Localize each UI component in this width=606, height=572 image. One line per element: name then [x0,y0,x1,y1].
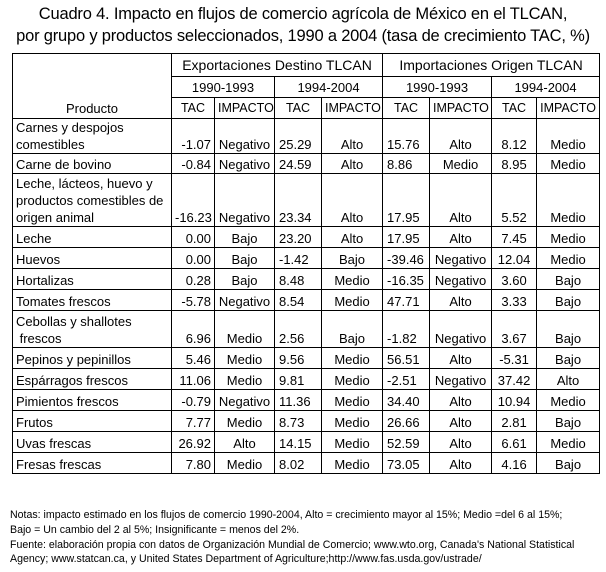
exp-1994-impacto-cell: Alto [322,227,383,248]
imp-1994-tac-cell: 4.16 [492,453,537,474]
imp-1990-impacto-cell: Alto [430,227,492,248]
tac-header: TAC [275,98,322,119]
table-row [13,411,600,432]
imp-1990-tac-cell: 73.05 [383,453,430,474]
exp-1990-impacto-cell: Medio [215,411,275,432]
imports-group-header: Importaciones Origen TLCAN [383,54,600,77]
exports-group-header: Exportaciones Destino TLCAN [172,54,383,77]
table-row [13,453,600,474]
exp-1990-tac-cell: -16.23 [172,174,215,227]
table-row [13,432,600,453]
exp-1994-tac-cell: 8.48 [275,269,322,290]
exp-1990-tac-cell: -5.78 [172,290,215,311]
impacto-header: IMPACTO [430,98,492,119]
imp-1990-impacto-cell: Alto [430,348,492,369]
product-name-line: Leche, lácteos, huevo y [16,176,153,191]
table-title [0,0,606,47]
source-line-2: Agency; www.statcan.ca, y United States Department of Agriculture;http://www.fas.usda.gov/ustrade/ [10,553,482,566]
exp-1990-tac-cell: -0.84 [172,154,215,174]
exp-1990-impacto-cell: Medio [215,369,275,390]
exp-1990-impacto-cell: Negativo [215,119,275,154]
exports-period-1994-2004: 1994-2004 [275,77,383,98]
notes-line-2: Bajo = Un cambio del 2 al 5%; Insignificante = menos del 2%. [10,523,300,536]
tac-header: TAC [172,98,215,119]
table-row [13,369,600,390]
imp-1994-tac-cell: 7.45 [492,227,537,248]
exp-1994-tac-cell: 2.56 [275,311,322,348]
imports-period-1990-1993: 1990-1993 [383,77,492,98]
product-name-line: Hortalizas [16,273,74,288]
exp-1990-impacto-cell: Negativo [215,290,275,311]
product-cell [13,311,172,348]
exp-1990-tac-cell: 7.77 [172,411,215,432]
table-row [13,311,600,348]
table-row [13,348,600,369]
exp-1994-tac-cell: 8.73 [275,411,322,432]
imp-1990-tac-cell: 52.59 [383,432,430,453]
imp-1994-impacto-cell: Alto [537,369,600,390]
exp-1990-impacto-cell: Bajo [215,248,275,269]
source-line-1: Fuente: elaboración propia con datos de Organización Mundial de Comercio; www.wto.org, Canada's National Statistical [10,538,575,551]
imports-period-1994-2004: 1994-2004 [492,77,600,98]
table-notes [10,508,602,567]
imp-1994-impacto-cell: Medio [537,248,600,269]
exp-1994-impacto-cell: Alto [322,174,383,227]
product-cell [13,369,172,390]
product-name-line: comestibles [16,137,85,152]
product-cell [13,154,172,174]
table-row [13,227,600,248]
imp-1994-impacto-cell: Medio [537,154,600,174]
imp-1994-tac-cell: -5.31 [492,348,537,369]
imp-1994-tac-cell: 8.12 [492,119,537,154]
product-name-line: Carnes y despojos [16,120,124,135]
exp-1994-tac-cell: 23.20 [275,227,322,248]
product-name-line: Carne de bovino [16,157,112,172]
imp-1994-impacto-cell: Bajo [537,290,600,311]
product-name-line: Pimientos frescos [16,394,119,409]
exp-1994-impacto-cell: Bajo [322,248,383,269]
imp-1994-tac-cell: 5.52 [492,174,537,227]
product-cell [13,432,172,453]
exp-1990-tac-cell: 5.46 [172,348,215,369]
imp-1994-tac-cell: 12.04 [492,248,537,269]
exp-1994-tac-cell: 9.81 [275,369,322,390]
imp-1990-impacto-cell: Negativo [430,248,492,269]
imp-1994-tac-cell: 3.60 [492,269,537,290]
product-name-line: frescos [16,331,62,346]
imp-1994-impacto-cell: Medio [537,390,600,411]
impacto-header: IMPACTO [215,98,275,119]
product-cell [13,119,172,154]
product-name-line: Cebollas y shallotes [16,314,132,329]
table-row [13,174,600,227]
imp-1990-tac-cell: 8.86 [383,154,430,174]
imp-1990-impacto-cell: Alto [430,174,492,227]
product-cell [13,411,172,432]
notes-line-1: Notas: impacto estimado en los flujos de comercio 1990-2004, Alto = crecimiento mayor al 15%; Medio =del 6 al 15%; [10,509,563,521]
trade-impact-table [12,53,600,474]
imp-1994-impacto-cell: Bajo [537,411,600,432]
exp-1994-impacto-cell: Medio [322,290,383,311]
exp-1990-impacto-cell: Medio [215,348,275,369]
imp-1994-impacto-cell: Medio [537,174,600,227]
imp-1994-impacto-cell: Medio [537,227,600,248]
exp-1990-tac-cell: 6.96 [172,311,215,348]
title-line-2: por grupo y productos seleccionados, 1990 a 2004 (tasa de crecimiento TAC, %) [16,27,590,45]
imp-1994-impacto-cell: Bajo [537,348,600,369]
exp-1994-tac-cell: 24.59 [275,154,322,174]
table-row [13,290,600,311]
table-row [13,154,600,174]
product-name-line: origen animal [16,210,95,225]
impacto-header: IMPACTO [537,98,600,119]
imp-1990-tac-cell: 34.40 [383,390,430,411]
imp-1994-tac-cell: 3.67 [492,311,537,348]
product-name-line: Pepinos y pepinillos [16,352,131,367]
product-cell [13,269,172,290]
product-name-line: Uvas frescas [16,436,92,451]
impacto-header: IMPACTO [322,98,383,119]
imp-1994-impacto-cell: Bajo [537,311,600,348]
exp-1994-tac-cell: 8.02 [275,453,322,474]
imp-1990-tac-cell: -1.82 [383,311,430,348]
product-name-line: Fresas frescas [16,457,102,472]
imp-1990-impacto-cell: Alto [430,432,492,453]
imp-1994-tac-cell: 8.95 [492,154,537,174]
imp-1990-impacto-cell: Negativo [430,269,492,290]
product-cell [13,174,172,227]
product-cell [13,453,172,474]
exp-1994-tac-cell: 23.34 [275,174,322,227]
product-name-line: Tomates frescos [16,294,111,309]
exp-1994-impacto-cell: Medio [322,269,383,290]
exp-1990-tac-cell: -0.79 [172,390,215,411]
imp-1990-impacto-cell: Alto [430,411,492,432]
exp-1990-impacto-cell: Alto [215,432,275,453]
table-row [13,248,600,269]
exp-1990-tac-cell: 0.00 [172,227,215,248]
exp-1990-impacto-cell: Bajo [215,269,275,290]
imp-1990-impacto-cell: Negativo [430,311,492,348]
exp-1990-impacto-cell: Bajo [215,227,275,248]
imp-1990-impacto-cell: Negativo [430,369,492,390]
exp-1994-impacto-cell: Medio [322,411,383,432]
product-cell [13,348,172,369]
imp-1990-tac-cell: -39.46 [383,248,430,269]
imp-1994-impacto-cell: Bajo [537,453,600,474]
tac-header: TAC [383,98,430,119]
imp-1990-tac-cell: 17.95 [383,227,430,248]
product-name-line: Espárragos frescos [16,373,128,388]
imp-1994-impacto-cell: Medio [537,432,600,453]
product-name-line: Leche [16,231,52,246]
imp-1990-impacto-cell: Alto [430,290,492,311]
title-line-1: Cuadro 4. Impacto en flujos de comercio agrícola de México en el TLCAN, [38,5,568,23]
exp-1994-impacto-cell: Medio [322,432,383,453]
imp-1990-impacto-cell: Alto [430,390,492,411]
product-column-header: Producto [13,54,172,119]
exp-1994-impacto-cell: Medio [322,369,383,390]
imp-1994-tac-cell: 37.42 [492,369,537,390]
product-cell [13,390,172,411]
exp-1990-impacto-cell: Negativo [215,390,275,411]
exp-1990-impacto-cell: Negativo [215,154,275,174]
imp-1990-impacto-cell: Alto [430,119,492,154]
exp-1994-impacto-cell: Alto [322,119,383,154]
exp-1994-impacto-cell: Bajo [322,311,383,348]
imp-1994-impacto-cell: Bajo [537,269,600,290]
tac-header: TAC [492,98,537,119]
exp-1990-tac-cell: 26.92 [172,432,215,453]
product-cell [13,227,172,248]
exp-1990-tac-cell: 7.80 [172,453,215,474]
table-body [13,119,600,474]
exp-1994-tac-cell: -1.42 [275,248,322,269]
exp-1994-tac-cell: 8.54 [275,290,322,311]
exp-1994-tac-cell: 25.29 [275,119,322,154]
exports-period-1990-1993: 1990-1993 [172,77,275,98]
exp-1990-impacto-cell: Medio [215,453,275,474]
imp-1994-tac-cell: 10.94 [492,390,537,411]
exp-1994-impacto-cell: Medio [322,453,383,474]
exp-1990-tac-cell: 0.00 [172,248,215,269]
exp-1990-tac-cell: 0.28 [172,269,215,290]
product-name-line: productos comestibles de [16,193,164,208]
product-cell [13,248,172,269]
exp-1990-impacto-cell: Negativo [215,174,275,227]
exp-1994-tac-cell: 9.56 [275,348,322,369]
table-row [13,269,600,290]
imp-1990-tac-cell: 56.51 [383,348,430,369]
exp-1994-tac-cell: 11.36 [275,390,322,411]
exp-1994-impacto-cell: Alto [322,154,383,174]
exp-1990-tac-cell: -1.07 [172,119,215,154]
imp-1994-tac-cell: 3.33 [492,290,537,311]
imp-1990-tac-cell: 15.76 [383,119,430,154]
imp-1994-tac-cell: 6.61 [492,432,537,453]
product-cell [13,290,172,311]
product-name-line: Huevos [16,252,61,267]
imp-1990-tac-cell: 17.95 [383,174,430,227]
table-row [13,390,600,411]
imp-1990-impacto-cell: Medio [430,154,492,174]
imp-1990-tac-cell: -16.35 [383,269,430,290]
table-row [13,119,600,154]
exp-1990-impacto-cell: Medio [215,311,275,348]
imp-1990-impacto-cell: Alto [430,453,492,474]
product-name-line: Frutos [16,415,53,430]
exp-1994-impacto-cell: Medio [322,390,383,411]
imp-1990-tac-cell: 26.66 [383,411,430,432]
imp-1994-impacto-cell: Medio [537,119,600,154]
imp-1990-tac-cell: -2.51 [383,369,430,390]
imp-1990-tac-cell: 47.71 [383,290,430,311]
exp-1990-tac-cell: 11.06 [172,369,215,390]
exp-1994-impacto-cell: Medio [322,348,383,369]
exp-1994-tac-cell: 14.15 [275,432,322,453]
imp-1994-tac-cell: 2.81 [492,411,537,432]
